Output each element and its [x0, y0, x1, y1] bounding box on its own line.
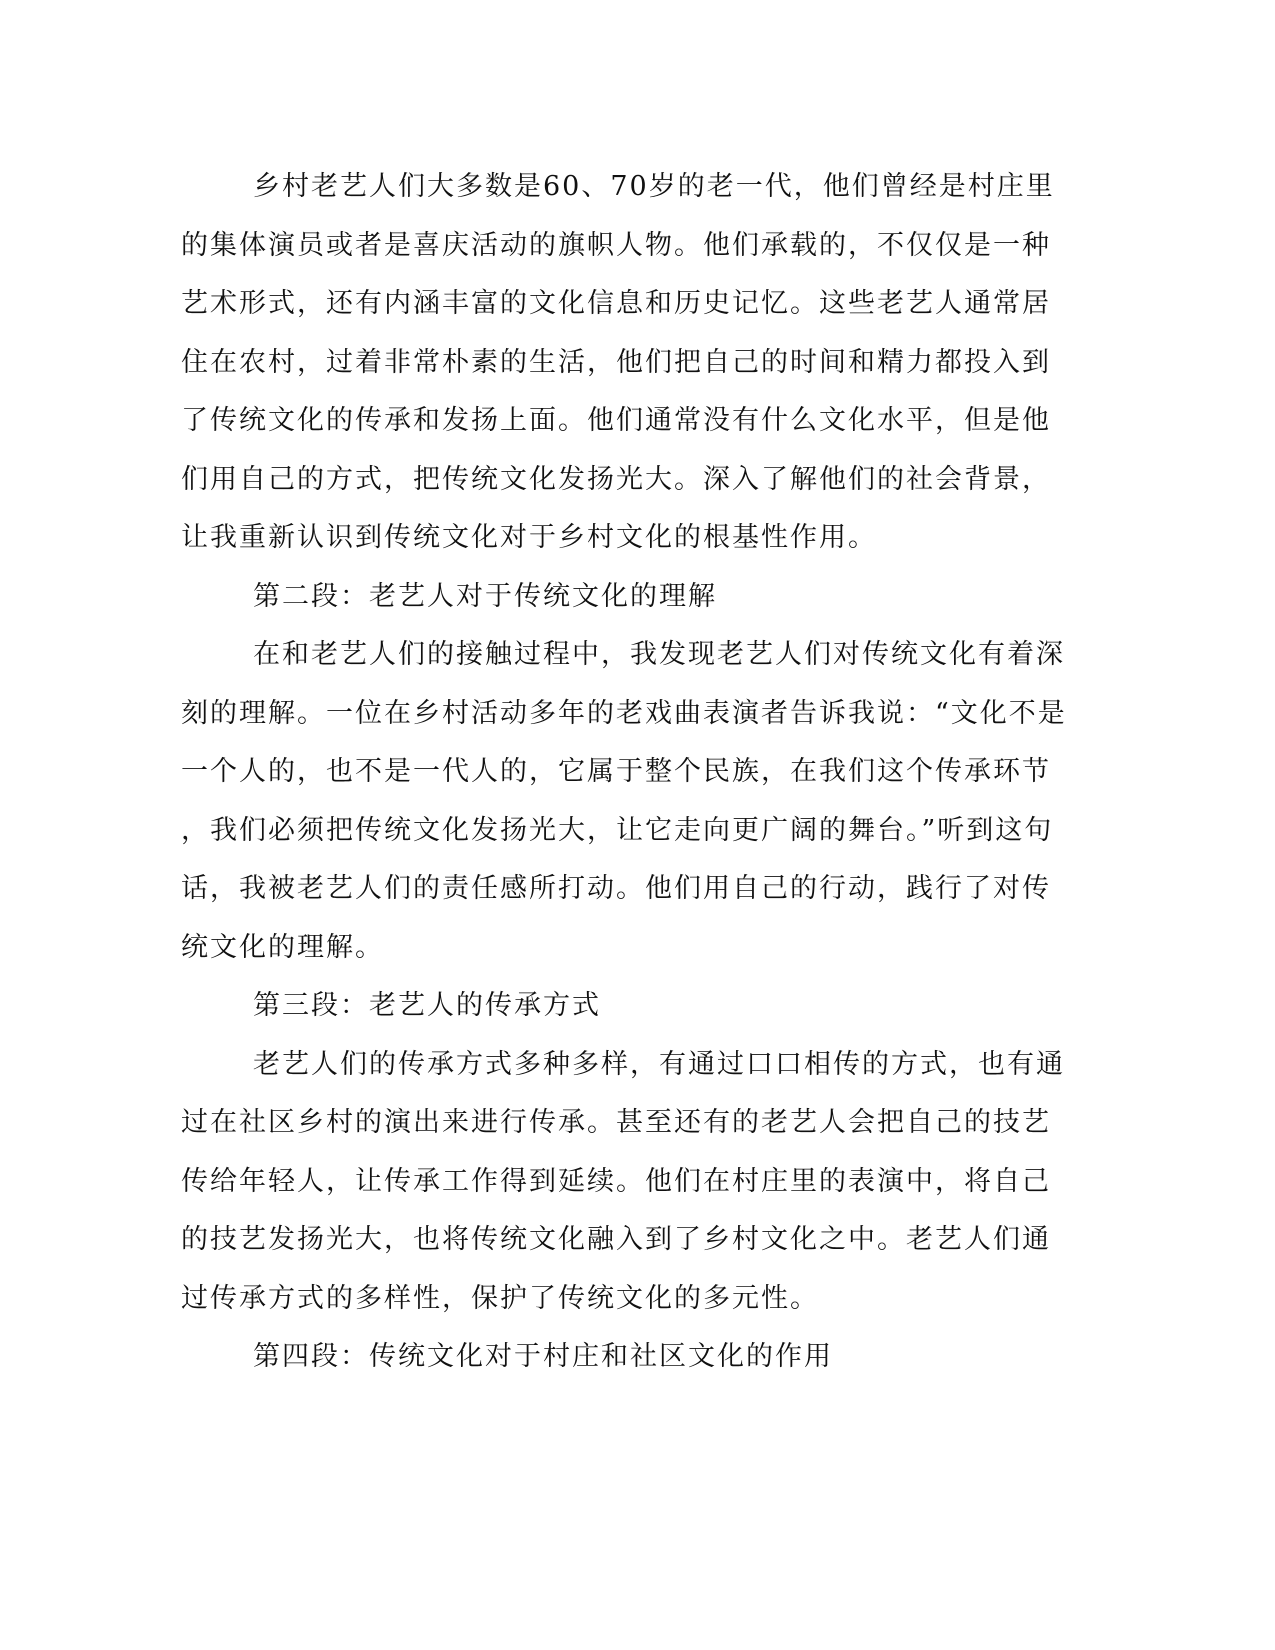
paragraph-first-line: 第四段：传统文化对于村庄和社区文化的作用	[253, 1341, 833, 1372]
text-line: 的集体演员或者是喜庆活动的旗帜人物。他们承载的，不仅仅是一种	[181, 229, 1051, 261]
text-line: 过传承方式的多样性，保护了传统文化的多元性。	[181, 1282, 819, 1314]
text-line: 统文化的理解。	[181, 931, 384, 963]
paragraph-first-line: 第二段：老艺人对于传统文化的理解	[253, 580, 717, 612]
text-line: ，我们必须把传统文化发扬光大，让它走向更广阔的舞台。”听到这句	[181, 814, 1054, 846]
text-line: 刻的理解。一位在乡村活动多年的老戏曲表演者告诉我说：“文化不是	[181, 697, 1067, 729]
text-line: 了传统文化的传承和发扬上面。他们通常没有什么文化水平，但是他	[181, 405, 1051, 436]
paragraph-first-line: 在和老艺人们的接触过程中，我发现老艺人们对传统文化有着深	[253, 639, 1065, 670]
text-line: 传给年轻人，让传承工作得到延续。他们在村庄里的表演中，将自己	[181, 1165, 1051, 1197]
text-line: 们用自己的方式，把传统文化发扬光大。深入了解他们的社会背景，	[181, 463, 1051, 495]
document-body	[181, 158, 1067, 1387]
text-line: 让我重新认识到传统文化对于乡村文化的根基性作用。	[181, 522, 877, 553]
text-line: 住在农村，过着非常朴素的生活，他们把自己的时间和精力都投入到	[181, 346, 1051, 378]
paragraph-first-line: 老艺人们的传承方式多种多样，有通过口口相传的方式，也有通	[253, 1048, 1065, 1080]
text-line: 话，我被老艺人们的责任感所打动。他们用自己的行动，践行了对传	[181, 873, 1051, 904]
paragraph-first-line: 第三段：老艺人的传承方式	[253, 990, 601, 1021]
text-line: 一个人的，也不是一代人的，它属于整个民族，在我们这个传承环节	[181, 756, 1051, 787]
text-line: 过在社区乡村的演出来进行传承。甚至还有的老艺人会把自己的技艺	[181, 1107, 1051, 1138]
text-line: 艺术形式，还有内涵丰富的文化信息和历史记忆。这些老艺人通常居	[181, 288, 1051, 319]
text-line: 的技艺发扬光大，也将传统文化融入到了乡村文化之中。老艺人们通	[181, 1224, 1051, 1255]
paragraph-first-line: 乡村老艺人们大多数是60、70岁的老一代，他们曾经是村庄里	[253, 171, 1055, 202]
